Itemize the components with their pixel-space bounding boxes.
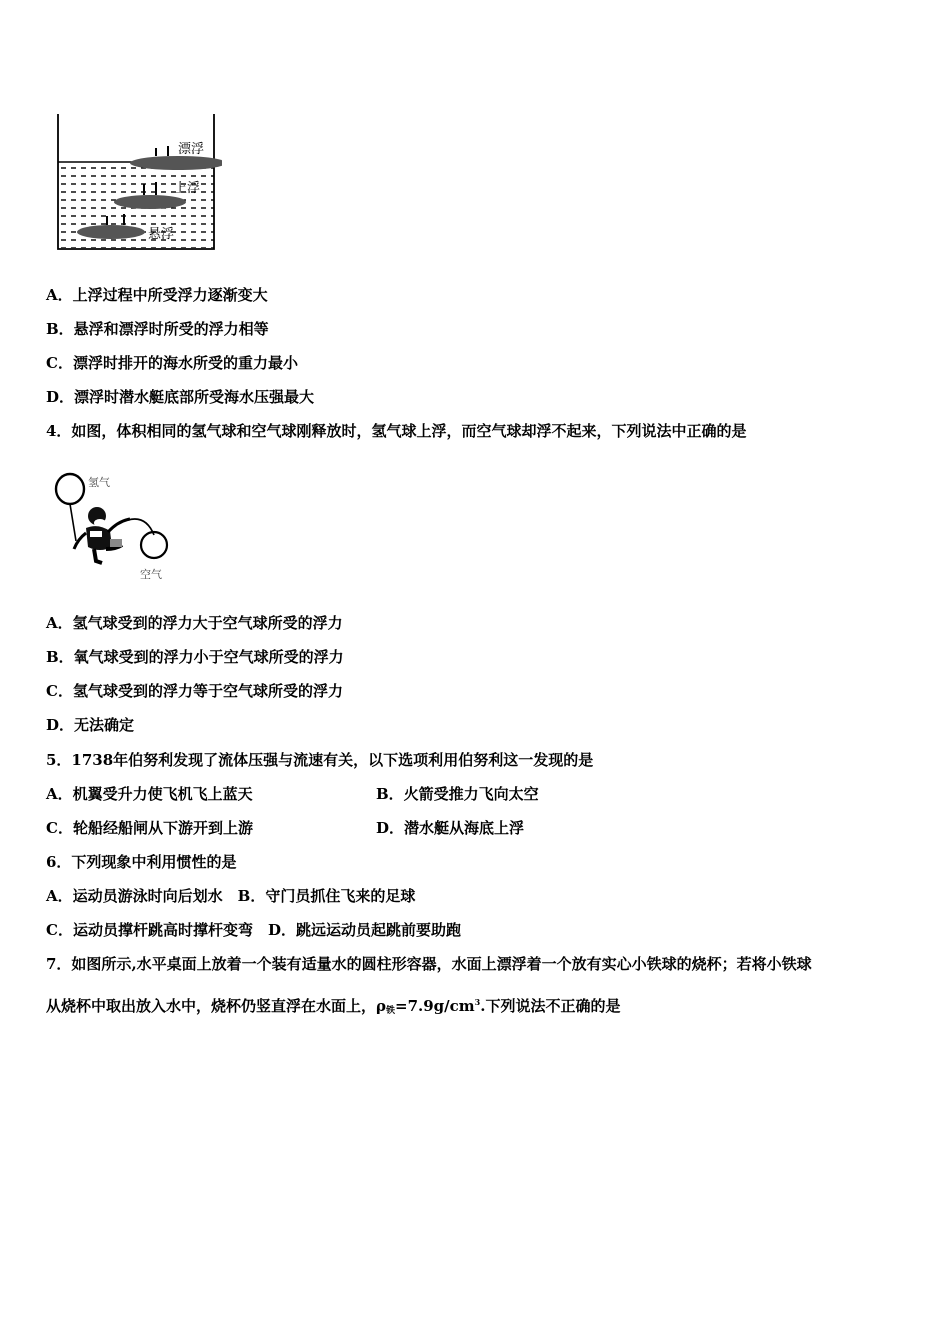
q6-options-cd: C．运动员撑杆跳高时撑杆变弯 D．跳远运动员起跳前要助跑: [46, 921, 461, 939]
q3-option-d: D．漂浮时潜水艇底部所受海水压强最大: [46, 388, 315, 406]
q5-option-a: A．机翼受升力使飞机飞上蓝天: [46, 785, 253, 803]
child-figure: [74, 507, 130, 563]
hydrogen-balloon: [56, 474, 84, 504]
q3-option-a: A．上浮过程中所受浮力逐渐变大: [46, 286, 268, 304]
q4-option-a: A．氢气球受到的浮力大于空气球所受的浮力: [46, 614, 343, 632]
label-suspended: 悬浮: [148, 227, 175, 242]
q7-unit-superscript: 3: [474, 997, 481, 1007]
q4-stem: 4．如图，体积相同的氢气球和空气球刚释放时，氢气球上浮，而空气球却浮不起来，下列说法中正确的是: [46, 422, 747, 440]
q6-stem: 6．下列现象中利用惯性的是: [46, 853, 237, 871]
submarine-figure: [50, 108, 222, 254]
q7-rho-subscript: 铁: [385, 1006, 395, 1016]
label-rising: 上浮: [174, 181, 201, 196]
hydrogen-string: [70, 504, 76, 541]
q3-option-b: B．悬浮和漂浮时所受的浮力相等: [46, 320, 269, 338]
q3-option-c: C．漂浮时排开的海水所受的重力最小: [46, 354, 298, 372]
q4-option-b: B．氧气球受到的浮力小于空气球所受的浮力: [46, 648, 344, 666]
q5-option-c: C．轮船经船闸从下游开到上游: [46, 819, 253, 837]
air-balloon: [141, 532, 167, 558]
balloon-figure: [50, 465, 180, 585]
q5-option-d: D．潜水艇从海底上浮: [376, 819, 525, 837]
q7-text-pre: 从烧杯中取出放入水中，烧杯仍竖直浮在水面上，ρ: [46, 997, 386, 1015]
submarine-floating: [130, 156, 222, 170]
q4-option-d: D．无法确定: [46, 716, 135, 734]
label-hydrogen: 氢气: [88, 476, 110, 489]
submarine-suspended: [77, 225, 145, 239]
q5-option-b: B．火箭受推力飞向太空: [376, 785, 539, 803]
q7-text-mid: =7.9g/cm: [395, 997, 475, 1015]
q7-stem-line2: [46, 992, 620, 1021]
label-floating: 漂浮: [178, 142, 205, 157]
q7-stem-line1: 7．如图所示,水平桌面上放着一个装有适量水的圆柱形容器，水面上漂浮着一个放有实心小铁球的烧杯；若将小铁球: [46, 955, 812, 973]
q4-option-c: C．氢气球受到的浮力等于空气球所受的浮力: [46, 682, 343, 700]
q7-text-post: .下列说法不正确的是: [480, 997, 621, 1015]
q6-options-ab: A．运动员游泳时向后划水 B．守门员抓住飞来的足球: [46, 887, 416, 905]
submarine-rising: [114, 195, 186, 209]
q5-stem: 5．1738年伯努利发现了流体压强与流速有关，以下选项利用伯努利这一发现的是: [46, 751, 594, 769]
label-air: 空气: [140, 568, 162, 581]
